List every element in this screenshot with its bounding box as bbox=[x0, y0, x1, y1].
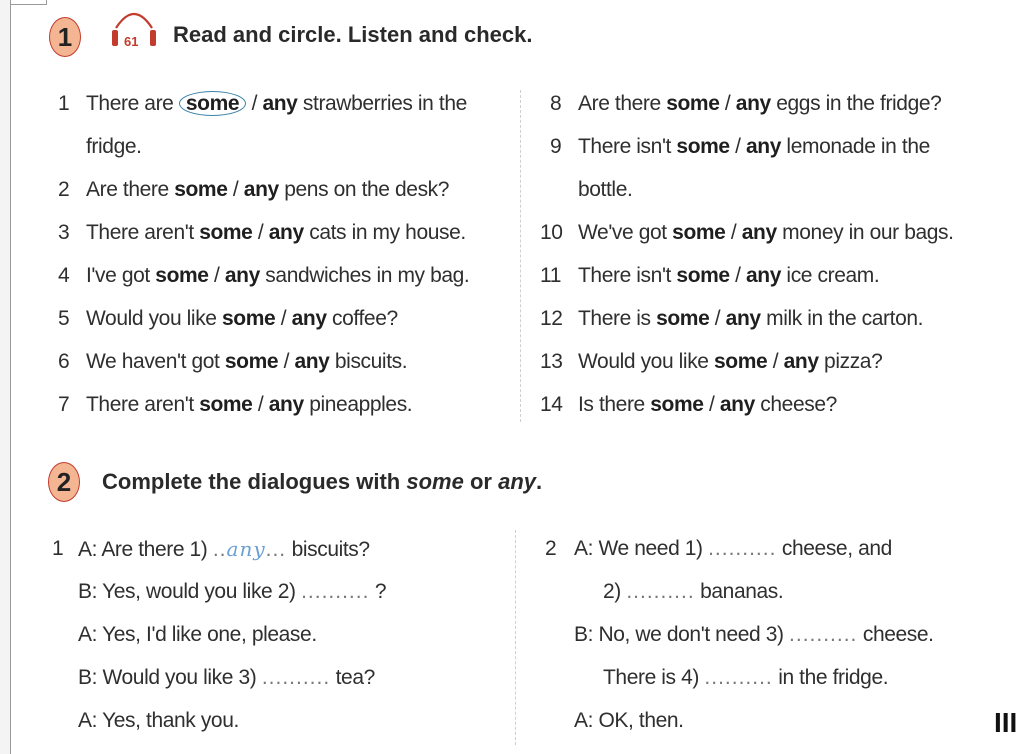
instruction-period: . bbox=[536, 469, 543, 494]
item-number: 12 bbox=[540, 307, 563, 330]
item-number: 11 bbox=[540, 264, 561, 287]
dialogue-1-number: 1 bbox=[52, 537, 64, 560]
item-text: We haven't got bbox=[86, 350, 225, 373]
choice-separator: / bbox=[275, 307, 292, 330]
item-text: sandwiches in my bag. bbox=[259, 264, 470, 287]
line-text: B: Yes, would you like 2) bbox=[78, 580, 302, 603]
item-line bbox=[86, 178, 449, 202]
choice-some[interactable]: some bbox=[676, 264, 730, 287]
item-number: 3 bbox=[58, 221, 70, 244]
item-text: Are there bbox=[86, 178, 175, 201]
line-text: B: Would you like 3) bbox=[78, 666, 262, 689]
choice-separator: / bbox=[767, 350, 784, 373]
line-text: bananas. bbox=[694, 580, 784, 603]
choice-any[interactable]: any bbox=[746, 135, 781, 158]
item-text: There is bbox=[578, 307, 657, 330]
item-number: 8 bbox=[550, 92, 562, 115]
choice-separator: / bbox=[252, 221, 269, 244]
item-number: 2 bbox=[58, 178, 70, 201]
choice-some[interactable]: some bbox=[199, 393, 253, 416]
exercise-2-instruction bbox=[102, 469, 542, 495]
item-line bbox=[578, 264, 879, 288]
item-text: There are bbox=[86, 92, 179, 115]
choice-some[interactable]: some bbox=[656, 307, 710, 330]
item-line bbox=[86, 92, 467, 116]
item-number: 5 bbox=[58, 307, 70, 330]
line-text: in the fridge. bbox=[772, 666, 889, 689]
answer-blank[interactable]: .......... bbox=[301, 580, 370, 603]
exercise-1-badge: 1 bbox=[49, 17, 81, 57]
choice-separator: / bbox=[252, 393, 269, 416]
choice-some[interactable]: some bbox=[222, 307, 276, 330]
dialogue-1-line-5: A: Yes, thank you. bbox=[78, 709, 239, 732]
item-line bbox=[578, 307, 923, 331]
choice-separator: / bbox=[719, 92, 736, 115]
answer-blank[interactable]: .......... bbox=[704, 666, 773, 689]
item-text: There aren't bbox=[86, 221, 200, 244]
dialogue-2-line-3 bbox=[574, 623, 934, 647]
item-text: milk in the carton. bbox=[760, 307, 924, 330]
item-text: cheese? bbox=[754, 393, 837, 416]
item-text: pizza? bbox=[818, 350, 883, 373]
item-text: strawberries in the bbox=[297, 92, 467, 115]
item-line bbox=[578, 92, 941, 116]
line-text: 2) bbox=[603, 580, 627, 603]
item-text: There aren't bbox=[86, 393, 200, 416]
line-text: A: We need 1) bbox=[574, 537, 709, 560]
dialogue-1-line-3: A: Yes, I'd like one, please. bbox=[78, 623, 317, 646]
item-text: pineapples. bbox=[303, 393, 413, 416]
choice-any[interactable]: any bbox=[268, 393, 304, 416]
item-text: cats in my house. bbox=[303, 221, 466, 244]
item-number: 7 bbox=[58, 393, 70, 416]
item-text: Are there bbox=[578, 92, 667, 115]
item-text: There isn't bbox=[578, 264, 677, 287]
choice-any[interactable]: any bbox=[294, 350, 330, 373]
choice-some[interactable]: some bbox=[672, 221, 726, 244]
item-number: 4 bbox=[58, 264, 70, 287]
dialogue-1-line-2 bbox=[78, 580, 386, 604]
dialogue-2-line-2 bbox=[603, 580, 783, 604]
item-text: ice cream. bbox=[781, 264, 880, 287]
exercise-2-badge: 2 bbox=[48, 462, 80, 502]
column-divider-2 bbox=[515, 530, 516, 745]
window-left-border bbox=[0, 0, 11, 754]
item-text: I've got bbox=[86, 264, 156, 287]
choice-separator: / bbox=[227, 178, 244, 201]
item-line bbox=[578, 221, 954, 245]
blank-dots: .. bbox=[212, 538, 227, 561]
item-line bbox=[86, 264, 469, 288]
line-text: A: Are there 1) bbox=[78, 538, 213, 561]
choice-any[interactable]: any bbox=[741, 221, 777, 244]
choice-any[interactable]: any bbox=[783, 350, 819, 373]
dialogue-1-line-4 bbox=[78, 666, 375, 690]
answer-blank[interactable]: .......... bbox=[261, 666, 331, 689]
dialogue-2-line-4 bbox=[603, 666, 888, 690]
item-line-continued: bottle. bbox=[578, 178, 633, 201]
item-text: Would you like bbox=[578, 350, 715, 373]
item-text: eggs in the fridge? bbox=[770, 92, 942, 115]
line-text: tea? bbox=[330, 666, 375, 689]
item-number: 1 bbox=[58, 92, 70, 115]
line-text: cheese, and bbox=[776, 537, 892, 560]
choice-separator: / bbox=[729, 135, 746, 158]
instruction-text: Complete the dialogues with bbox=[102, 469, 407, 494]
choice-any[interactable]: any bbox=[243, 178, 279, 201]
instruction-any: any bbox=[498, 469, 536, 494]
item-line bbox=[86, 221, 466, 245]
item-text: money in our bags. bbox=[776, 221, 954, 244]
item-line-continued: fridge. bbox=[86, 135, 142, 158]
choice-separator: / bbox=[208, 264, 225, 287]
item-text: pens on the desk? bbox=[278, 178, 450, 201]
dialogue-2-line-5: A: OK, then. bbox=[574, 709, 684, 732]
instruction-or: or bbox=[463, 469, 499, 494]
handwritten-answer[interactable]: any bbox=[226, 537, 266, 561]
choice-separator: / bbox=[709, 307, 726, 330]
choice-any[interactable]: any bbox=[268, 221, 304, 244]
item-line bbox=[86, 350, 407, 374]
line-text: There is 4) bbox=[603, 666, 705, 689]
item-number: 13 bbox=[540, 350, 563, 373]
line-text: cheese. bbox=[857, 623, 934, 646]
choice-any[interactable]: any bbox=[746, 264, 781, 287]
dialogue-2-number: 2 bbox=[545, 537, 557, 560]
item-text: lemonade in the bbox=[781, 135, 930, 158]
audio-track-number: 61 bbox=[124, 34, 139, 49]
item-line bbox=[86, 307, 398, 331]
choice-separator: / bbox=[278, 350, 295, 373]
choice-any[interactable]: any bbox=[262, 92, 298, 115]
choice-some[interactable]: some bbox=[676, 135, 730, 158]
choice-some[interactable]: some bbox=[174, 178, 228, 201]
item-text: We've got bbox=[578, 221, 673, 244]
page-marker: III bbox=[994, 707, 1018, 738]
item-text: Is there bbox=[578, 393, 651, 416]
answer-blank[interactable]: .......... bbox=[708, 537, 777, 560]
item-number: 9 bbox=[550, 135, 562, 158]
item-number: 6 bbox=[58, 350, 70, 373]
choice-some[interactable]: some bbox=[666, 92, 720, 115]
choice-separator: / bbox=[703, 393, 720, 416]
choice-any[interactable]: any bbox=[735, 92, 771, 115]
choice-some[interactable]: some bbox=[650, 393, 704, 416]
line-text: ? bbox=[369, 580, 387, 603]
instruction-some: some bbox=[406, 469, 464, 494]
choice-some[interactable]: some bbox=[199, 221, 253, 244]
answer-blank[interactable]: .......... bbox=[789, 623, 858, 646]
choice-any[interactable]: any bbox=[224, 264, 260, 287]
answer-blank[interactable]: .......... bbox=[626, 580, 695, 603]
choice-any[interactable]: any bbox=[725, 307, 761, 330]
choice-any[interactable]: any bbox=[719, 393, 755, 416]
exercise-1-instruction: Read and circle. Listen and check. bbox=[173, 22, 533, 47]
choice-separator: / bbox=[729, 264, 746, 287]
item-line bbox=[578, 350, 882, 374]
circled-choice-some[interactable]: some bbox=[179, 91, 246, 116]
item-text: There isn't bbox=[578, 135, 677, 158]
window-corner bbox=[10, 0, 47, 5]
item-number: 10 bbox=[540, 221, 563, 244]
item-line bbox=[578, 393, 837, 417]
choice-any[interactable]: any bbox=[291, 307, 327, 330]
dialogue-1-line-1 bbox=[78, 537, 370, 562]
line-text: B: No, we don't need 3) bbox=[574, 623, 790, 646]
choice-some[interactable]: some bbox=[714, 350, 768, 373]
item-text: Would you like bbox=[86, 307, 223, 330]
blank-dots: ... bbox=[265, 538, 287, 561]
choice-some[interactable]: some bbox=[224, 350, 279, 373]
choice-some[interactable]: some bbox=[155, 264, 209, 287]
column-divider-1 bbox=[520, 90, 521, 422]
line-text: biscuits? bbox=[286, 538, 370, 561]
choice-separator: / bbox=[246, 92, 263, 115]
item-number: 14 bbox=[540, 393, 563, 416]
item-text: biscuits. bbox=[329, 350, 408, 373]
item-text: coffee? bbox=[326, 307, 398, 330]
dialogue-2-line-1 bbox=[574, 537, 892, 561]
choice-separator: / bbox=[725, 221, 742, 244]
item-line bbox=[86, 393, 412, 417]
item-line bbox=[578, 135, 930, 159]
